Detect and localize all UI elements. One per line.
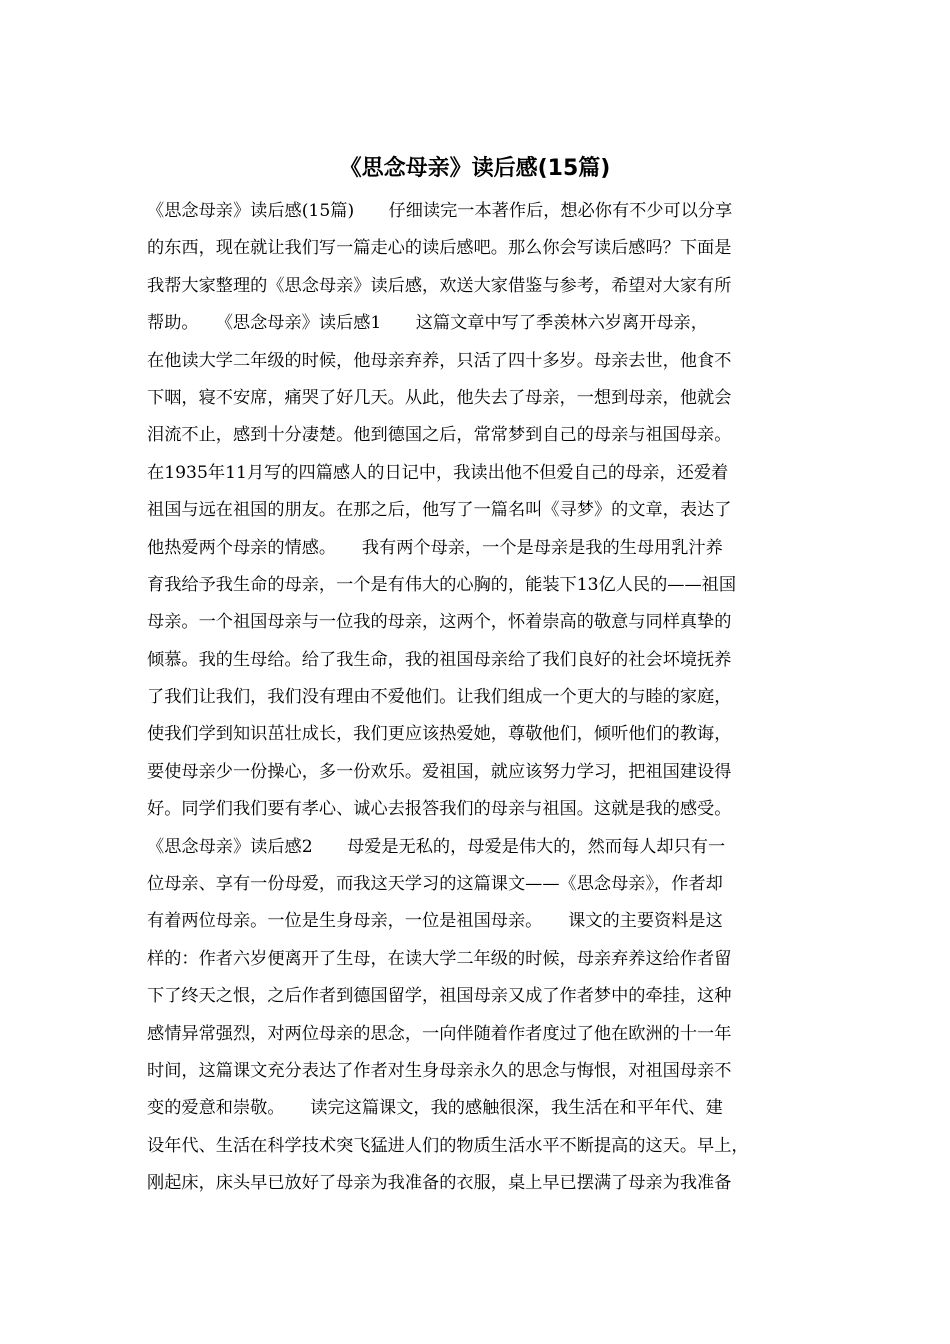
document-title: 《思念母亲》读后感(15篇) xyxy=(339,156,611,181)
body-text-line: 使我们学到知识茁壮成长，我们更应该热爱她，尊敬他们，倾听他们的教诲， xyxy=(147,724,732,745)
body-text-line: 他热爱两个母亲的情感。 我有两个母亲，一个是母亲是我的生母用乳汁养 xyxy=(147,537,723,558)
body-text-line: 位母亲、享有一份母爱，而我这天学习的这篇课文——《思念母亲》，作者却 xyxy=(147,874,723,895)
body-text-line: 下了终天之恨，之后作者到德国留学，祖国母亲又成了作者梦中的牵挂，这种 xyxy=(147,986,732,1007)
body-text-line: 帮助。 《思念母亲》读后感1 这篇文章中写了季羡林六岁离开母亲， xyxy=(147,313,708,334)
body-text-line: 《思念母亲》读后感(15篇) 仔细读完一本著作后，想必你有不少可以分享 xyxy=(147,201,733,221)
body-text-line: 好。同学们我们要有孝心、诚心去报答我们的母亲与祖国。这就是我的感受。 xyxy=(147,799,732,820)
body-text-line: 刚起床，床头早已放好了母亲为我准备的衣服，桌上早已摆满了母亲为我准备 xyxy=(147,1173,732,1194)
body-text-line: 了我们让我们，我们没有理由不爱他们。让我们组成一个更大的与睦的家庭， xyxy=(147,687,732,708)
body-text-line: 倾慕。我的生母给。给了我生命，我的祖国母亲给了我们良好的社会坏境抚养 xyxy=(147,649,732,670)
body-text-line: 有着两位母亲。一位是生身母亲，一位是祖国母亲。 课文的主要资料是这 xyxy=(147,911,723,932)
body-text-line: 感情异常强烈，对两位母亲的思念，一向伴随着作者度过了他在欧洲的十一年 xyxy=(147,1023,732,1044)
body-text-line: 要使母亲少一份操心，多一份欢乐。爱祖国，就应该努力学习，把祖国建设得 xyxy=(147,761,732,782)
body-text-line: 变的爱意和崇敬。 读完这篇课文，我的感触很深，我生活在和平年代、建 xyxy=(147,1098,723,1119)
body-text-line: 祖国与远在祖国的朋友。在那之后，他写了一篇名叫《寻梦》的文章，表达了 xyxy=(147,500,732,521)
body-text-line: 泪流不止，感到十分凄楚。他到德国之后，常常梦到自己的母亲与祖国母亲。 xyxy=(147,425,732,446)
body-text-line: 下咽，寝不安席，痛哭了好几天。从此，他失去了母亲，一想到母亲，他就会 xyxy=(147,387,732,408)
body-text-line: 在他读大学二年级的时候，他母亲弃养，只活了四十多岁。母亲去世，他食不 xyxy=(147,350,732,371)
body-text-line: 在1935年11月写的四篇感人的日记中，我读出他不但爱自己的母亲，还爱着 xyxy=(147,462,729,483)
body-text-line: 时间，这篇课文充分表达了作者对生身母亲永久的思念与悔恨，对祖国母亲不 xyxy=(147,1060,732,1081)
body-text-line: 育我给予我生命的母亲，一个是有伟大的心胸的，能装下13亿人民的——祖国 xyxy=(147,574,737,595)
body-text-line: 样的：作者六岁便离开了生母，在读大学二年级的时候，母亲弃养这给作者留 xyxy=(147,948,732,969)
document-body xyxy=(147,193,817,1203)
body-text-line: 的东西，现在就让我们写一篇走心的读后感吧。那么你会写读后感吗？下面是 xyxy=(147,238,732,259)
body-text-line: 母亲。一个祖国母亲与一位我的母亲，这两个，怀着崇高的敬意与同样真挚的 xyxy=(147,612,732,633)
body-text-line: 《思念母亲》读后感2 母爱是无私的，母爱是伟大的，然而每人却只有一 xyxy=(147,836,726,857)
body-text-line: 设年代、生活在科学技术突飞猛进人们的物质生活水平不断提高的这天。早上， xyxy=(147,1135,749,1156)
body-text-line: 我帮大家整理的《思念母亲》读后感，欢送大家借鉴与参考，希望对大家有所 xyxy=(147,275,732,296)
